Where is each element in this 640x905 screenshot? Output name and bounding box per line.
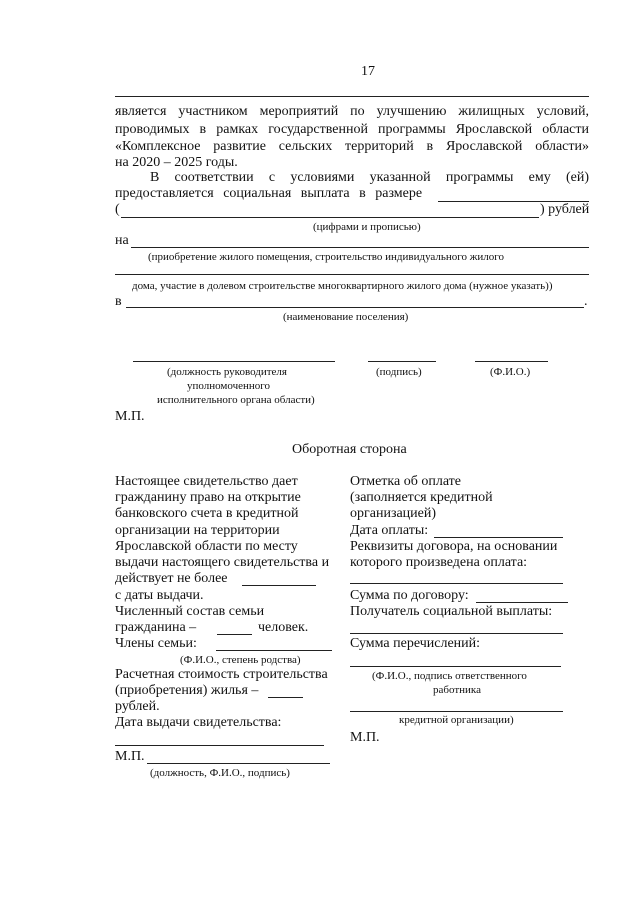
caption-family: (Ф.И.О., степень родства): [180, 654, 301, 666]
settlement-period: .: [584, 294, 588, 309]
paragraph1-line2: проводимых в рамках государственной программы Ярославской области: [115, 122, 589, 137]
page-number: 17: [361, 64, 375, 79]
right-line-2: (заполняется кредитной: [350, 490, 493, 505]
amount-close-paren: ) рублей: [540, 202, 590, 217]
caption-responsible-3: кредитной организации): [399, 714, 514, 726]
cost-line: [268, 697, 303, 698]
purpose-line-2: [115, 274, 589, 275]
left-line-10b: человек.: [258, 620, 309, 635]
right-line-3: организацией): [350, 506, 437, 521]
position-caption-line1: (должность руководителя: [167, 366, 287, 378]
signature-caption: (подпись): [376, 366, 422, 378]
left-line-11: Члены семьи:: [115, 636, 197, 651]
recipient-line: [350, 633, 563, 634]
paragraph2-line1: В соответствии с условиями указанной программы ему (ей): [150, 170, 589, 185]
fio-caption: (Ф.И.О.): [490, 366, 531, 378]
left-line-7: действует не более: [115, 571, 228, 586]
right-line-4: Дата оплаты:: [350, 523, 429, 538]
reverse-side-title: Оборотная сторона: [292, 442, 407, 457]
contract-details-line: [350, 583, 563, 584]
signature-line: [368, 361, 436, 362]
paragraph1-line4: на 2020 – 2025 годы.: [115, 155, 238, 170]
left-line-6: выдачи настоящего свидетельства и: [115, 555, 330, 570]
caption-responsible-2: работника: [433, 684, 481, 696]
right-line-9: Сумма перечислений:: [350, 636, 481, 651]
issue-date-line: [115, 745, 324, 746]
validity-period-line: [242, 585, 316, 586]
settlement-prefix: в: [115, 294, 122, 309]
family-count-line: [217, 634, 252, 635]
amount-words-line: [121, 217, 539, 218]
purpose-prefix: на: [115, 233, 129, 248]
right-line-8: Получатель социальной выплаты:: [350, 604, 553, 619]
stamp-place-2: М.П.: [115, 749, 145, 764]
position-signature-line: [133, 361, 335, 362]
right-line-1: Отметка об оплате: [350, 474, 462, 489]
caption-purpose-1: (приобретение жилого помещения, строительство индивидуального жилого: [148, 251, 505, 263]
paragraph2-line2: предоставляется социальная выплата в размере: [115, 186, 423, 201]
position-caption-line3: исполнительного органа области): [157, 394, 315, 406]
left-line-1: Настоящее свидетельство дает: [115, 474, 298, 489]
caption-amount: (цифрами и прописью): [313, 221, 421, 233]
left-line-14: рублей.: [115, 699, 160, 714]
caption-settlement: (наименование поселения): [283, 311, 409, 323]
settlement-line: [126, 307, 584, 308]
responsible-signature-line: [350, 711, 563, 712]
left-line-13: (приобретения) жилья –: [115, 683, 259, 698]
right-line-7: Сумма по договору:: [350, 588, 469, 603]
caption-responsible-1: (Ф.И.О., подпись ответственного: [372, 670, 527, 682]
transfer-sum-line: [350, 666, 561, 667]
payment-date-line: [434, 537, 563, 538]
purpose-line-1: [131, 247, 589, 248]
left-line-10a: гражданина –: [115, 620, 197, 635]
caption-official: (должность, Ф.И.О., подпись): [150, 767, 290, 779]
paragraph1-line3: «Комплексное развитие сельских территорий в Ярославской области»: [115, 139, 589, 154]
family-members-line: [216, 650, 332, 651]
caption-purpose-2: дома, участие в долевом строительстве многоквартирного жилого дома (нужное указать)): [132, 280, 553, 292]
position-caption-line2: уполномоченного: [187, 380, 271, 392]
left-line-15: Дата выдачи свидетельства:: [115, 715, 282, 730]
fio-line: [475, 361, 548, 362]
contract-sum-line: [476, 602, 568, 603]
left-line-2: гражданину право на открытие: [115, 490, 301, 505]
left-line-4: организации на территории: [115, 523, 280, 538]
left-line-8: с даты выдачи.: [115, 588, 204, 603]
paragraph1-line1: является участником мероприятий по улучшению жилищных условий,: [115, 104, 589, 119]
amount-open-paren: (: [115, 202, 120, 217]
header-rule: [115, 96, 589, 97]
official-signature-line: [147, 763, 330, 764]
right-line-5: Реквизиты договора, на основании: [350, 539, 558, 554]
stamp-place-3: М.П.: [350, 730, 380, 745]
left-line-9: Численный состав семьи: [115, 604, 265, 619]
left-line-3: банковского счета в кредитной: [115, 506, 299, 521]
stamp-place-1: М.П.: [115, 409, 145, 424]
left-line-12: Расчетная стоимость строительства: [115, 667, 328, 682]
right-line-6: которого произведена оплата:: [350, 555, 528, 570]
left-line-5: Ярославской области по месту: [115, 539, 298, 554]
